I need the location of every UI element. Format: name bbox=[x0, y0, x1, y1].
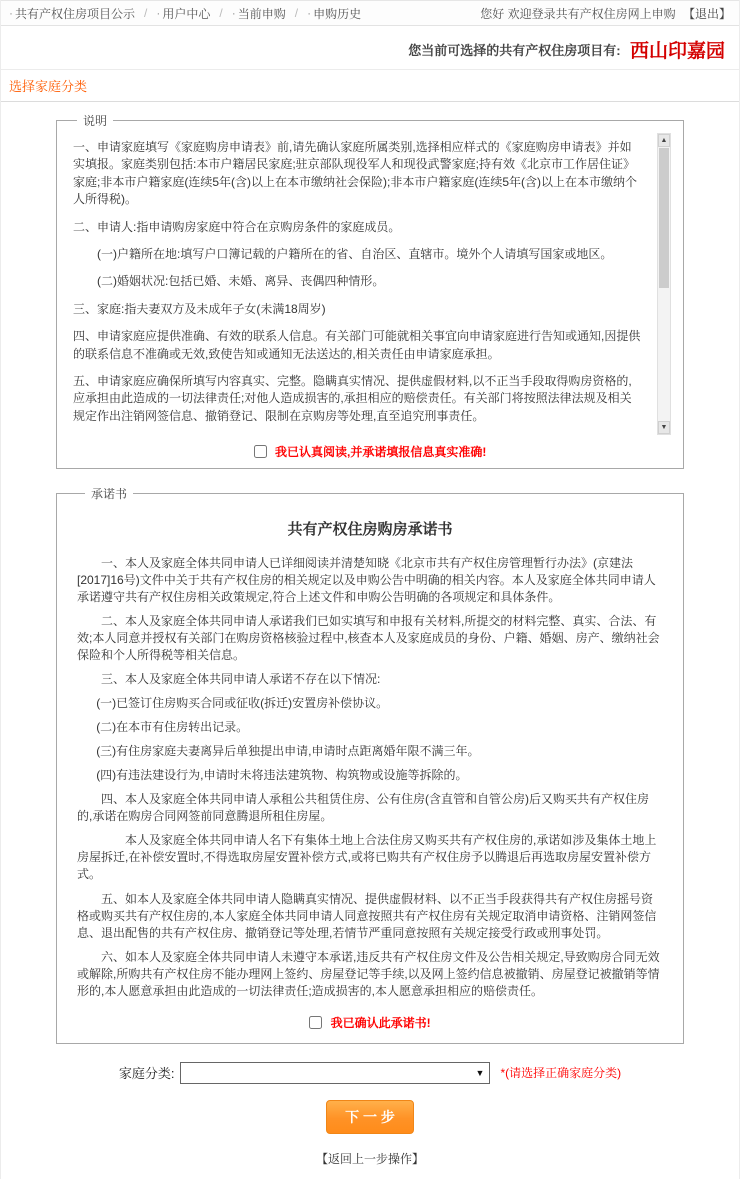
family-category-select[interactable] bbox=[180, 1062, 490, 1084]
scroll-up-icon[interactable]: ▲ bbox=[658, 134, 670, 147]
family-category-note: *(请选择正确家庭分类) bbox=[500, 1066, 622, 1081]
instruction-paragraph: 四、申请家庭应提供准确、有效的联系人信息。有关部门可能就相关事宜向申请家庭进行告知或通知,因提供的联系信息不准确或无效,致使告知或通知无法送达的,相关责任由申请家庭承担。 bbox=[73, 329, 641, 361]
instruction-paragraph: (二)婚姻状况:包括已婚、未婚、离异、丧偶四种情形。 bbox=[97, 274, 385, 289]
instruction-paragraph: 二、申请人:指申请购房家庭中符合在京购房条件的家庭成员。 bbox=[73, 219, 401, 234]
commitment-paragraph: 二、本人及家庭全体共同申请人承诺我们已如实填写和申报有关材料,所提交的材料完整、真实、合法、有效;本人同意并授权有关部门在购房资格核验过程中,核查本人及家庭成员的身份、户籍、婚姻、房产、缴纳社会保险和个人所得税等相关信息。 bbox=[77, 614, 660, 663]
read-confirmation-label: 我已认真阅读,并承诺填报信息真实准确! bbox=[275, 445, 487, 459]
commitment-paragraph: 五、如本人及家庭全体共同申请人隐瞒真实情况、提供虚假材料、以不正当手段获得共有产权住房摇号资格或购买共有产权住房的,本人家庭全体共同申请人同意按照共有产权住房有关规定取消申请资格、注销网签信息、退出配售的共有产权住房、撤销登记等处理,若情节严重同意按照有关规定接受行政或刑事处罚。 bbox=[77, 891, 657, 940]
nav-bullet-icon: · bbox=[307, 6, 312, 20]
commitment-paragraph: 三、本人及家庭全体共同申请人承诺不存在以下情况: bbox=[101, 672, 381, 687]
commitment-paragraph: (二)在本市有住房转出记录。 bbox=[96, 720, 249, 735]
commitment-paragraph: 一、本人及家庭全体共同申请人已详细阅读并清楚知晓《北京市共有产权住房管理暂行办法》(京建法[2017]16号)文件中关于共有产权住房的相关规定以及申购公告中明确的相关内容。本人及家庭全体共同申请人承诺遵守共有产权住房相关政策规定,符合上述文件和申购公告明确的各项规定和具体条件。 bbox=[77, 556, 656, 605]
page-title: 选择家庭分类 bbox=[9, 79, 88, 94]
commitment-fieldset bbox=[56, 485, 684, 1044]
commitment-paragraph: (四)有违法建设行为,申请时未将违法建筑物、构筑物或设施等拆除的。 bbox=[96, 768, 468, 783]
back-link[interactable]: 【返回上一步操作】 bbox=[315, 1151, 424, 1166]
commitment-paragraph: (三)有住房家庭夫妻离异后单独提出申请,申请时点距离婚年限不满三年。 bbox=[96, 744, 480, 759]
nav-item-application-history[interactable]: 申购历史 bbox=[313, 6, 362, 21]
commitment-paragraph: (一)已签订住房购买合同或征收(拆迁)安置房补偿协议。 bbox=[96, 696, 389, 711]
read-confirmation-checkbox[interactable] bbox=[254, 445, 267, 458]
chevron-down-icon: ▼ bbox=[475, 1067, 485, 1078]
project-name-link[interactable]: 西山印嘉园 bbox=[629, 41, 725, 62]
instructions-legend: 说明 bbox=[83, 114, 108, 128]
main-content bbox=[56, 112, 684, 1179]
available-project-row bbox=[1, 26, 739, 70]
nav-bullet-icon: · bbox=[156, 6, 161, 20]
instructions-scroll-area[interactable] bbox=[69, 133, 671, 435]
project-prefix-text: 您当前可选择的共有产权住房项目有: bbox=[408, 43, 621, 58]
main-nav bbox=[9, 5, 361, 22]
nav-item-current-application[interactable]: 当前申购 bbox=[237, 6, 286, 21]
user-status-area bbox=[480, 5, 731, 22]
commitment-paragraph: 四、本人及家庭全体共同申请人承租公共租赁住房、公有住房(含直管和自管公房)后又购买共有产权住房的,承诺在购房合同网签前同意腾退所租住房屋。 bbox=[77, 792, 649, 824]
submit-row bbox=[56, 1100, 684, 1134]
nav-item-user-center[interactable]: 用户中心 bbox=[162, 6, 211, 21]
instruction-paragraph: 一、申请家庭填写《家庭购房申请表》前,请先确认家庭所属类别,选择相应样式的《家庭购房申请表》并如实填报。家庭类别包括:本市户籍居民家庭;驻京部队现役军人和现役武警家庭;持有效《北京市工作居住证》家庭;非本市户籍家庭(连续5年(含)以上在本市缴纳社会保险);非本市户籍家庭(连续5年(含)以上在本市缴纳个人所得税)。 bbox=[73, 140, 637, 207]
nav-bullet-icon: · bbox=[9, 6, 13, 20]
read-confirmation-line bbox=[69, 443, 671, 460]
nav-separator: / bbox=[219, 6, 223, 20]
instruction-paragraph: (一)户籍所在地:填写户口簿记载的户籍所在的省、自治区、直辖市。境外个人请填写国家或地区。 bbox=[97, 246, 613, 261]
section-title-row bbox=[1, 70, 739, 102]
instruction-paragraph: 五、申请家庭应确保所填写内容真实、完整。隐瞒真实情况、提供虚假材料,以不正当手段取得购房资格的,应承担由此造成的一切法律责任;对他人造成损害的,承担相应的赔偿责任。有关部门将按照法律法规及相关规定作出注销网签信息、撤销登记、限制在京购房等处理,直至追究刑事责任。 bbox=[73, 373, 632, 423]
commitment-title: 共有产权住房购房承诺书 bbox=[287, 521, 453, 538]
scrollbar-thumb[interactable] bbox=[659, 148, 669, 288]
top-nav-bar bbox=[1, 0, 739, 26]
nav-separator: / bbox=[144, 6, 148, 20]
commitment-confirmation-checkbox[interactable] bbox=[309, 1016, 322, 1029]
commitment-paragraph: 本人及家庭全体共同申请人名下有集体土地上合法住房又购买共有产权住房的,承诺如涉及集体土地上房屋拆迁,在补偿安置时,不得选取房屋安置补偿方式,或将已购共有产权住房予以腾退后再选取房屋安置补偿方式。 bbox=[77, 833, 657, 882]
commitment-confirmation-line bbox=[77, 1014, 663, 1031]
next-step-button[interactable]: 下 一 步 bbox=[326, 1100, 414, 1134]
family-category-label: 家庭分类: bbox=[118, 1066, 175, 1082]
instructions-fieldset bbox=[56, 112, 684, 469]
instruction-paragraph: 三、家庭:指夫妻双方及未成年子女(未满18周岁) bbox=[73, 301, 326, 316]
logout-link[interactable]: 【退出】 bbox=[682, 6, 731, 21]
nav-bullet-icon: · bbox=[231, 6, 236, 20]
scrollbar[interactable] bbox=[657, 133, 671, 435]
commitment-legend: 承诺书 bbox=[91, 487, 128, 501]
commitment-paragraph: 六、如本人及家庭全体共同申请人未遵守本承诺,违反共有产权住房文件及公告相关规定,导致购房合同无效或解除,所购共有产权住房不能办理网上签约、房屋登记等手续,以及网上签约信息被撤销、房屋登记被撤销等情形的,本人愿意承担由此造成的一切法律责任;造成损害的,本人愿意承担相应的赔偿责任。 bbox=[77, 949, 660, 998]
welcome-text: 您好 欢迎登录共有产权住房网上申购 bbox=[480, 6, 676, 21]
back-row bbox=[56, 1150, 684, 1179]
family-category-row bbox=[56, 1062, 684, 1084]
scroll-down-icon[interactable]: ▼ bbox=[658, 421, 670, 434]
nav-separator: / bbox=[294, 6, 299, 20]
commitment-confirmation-label: 我已确认此承诺书! bbox=[330, 1015, 431, 1030]
nav-item-project-publicity[interactable]: 共有产权住房项目公示 bbox=[15, 6, 136, 21]
